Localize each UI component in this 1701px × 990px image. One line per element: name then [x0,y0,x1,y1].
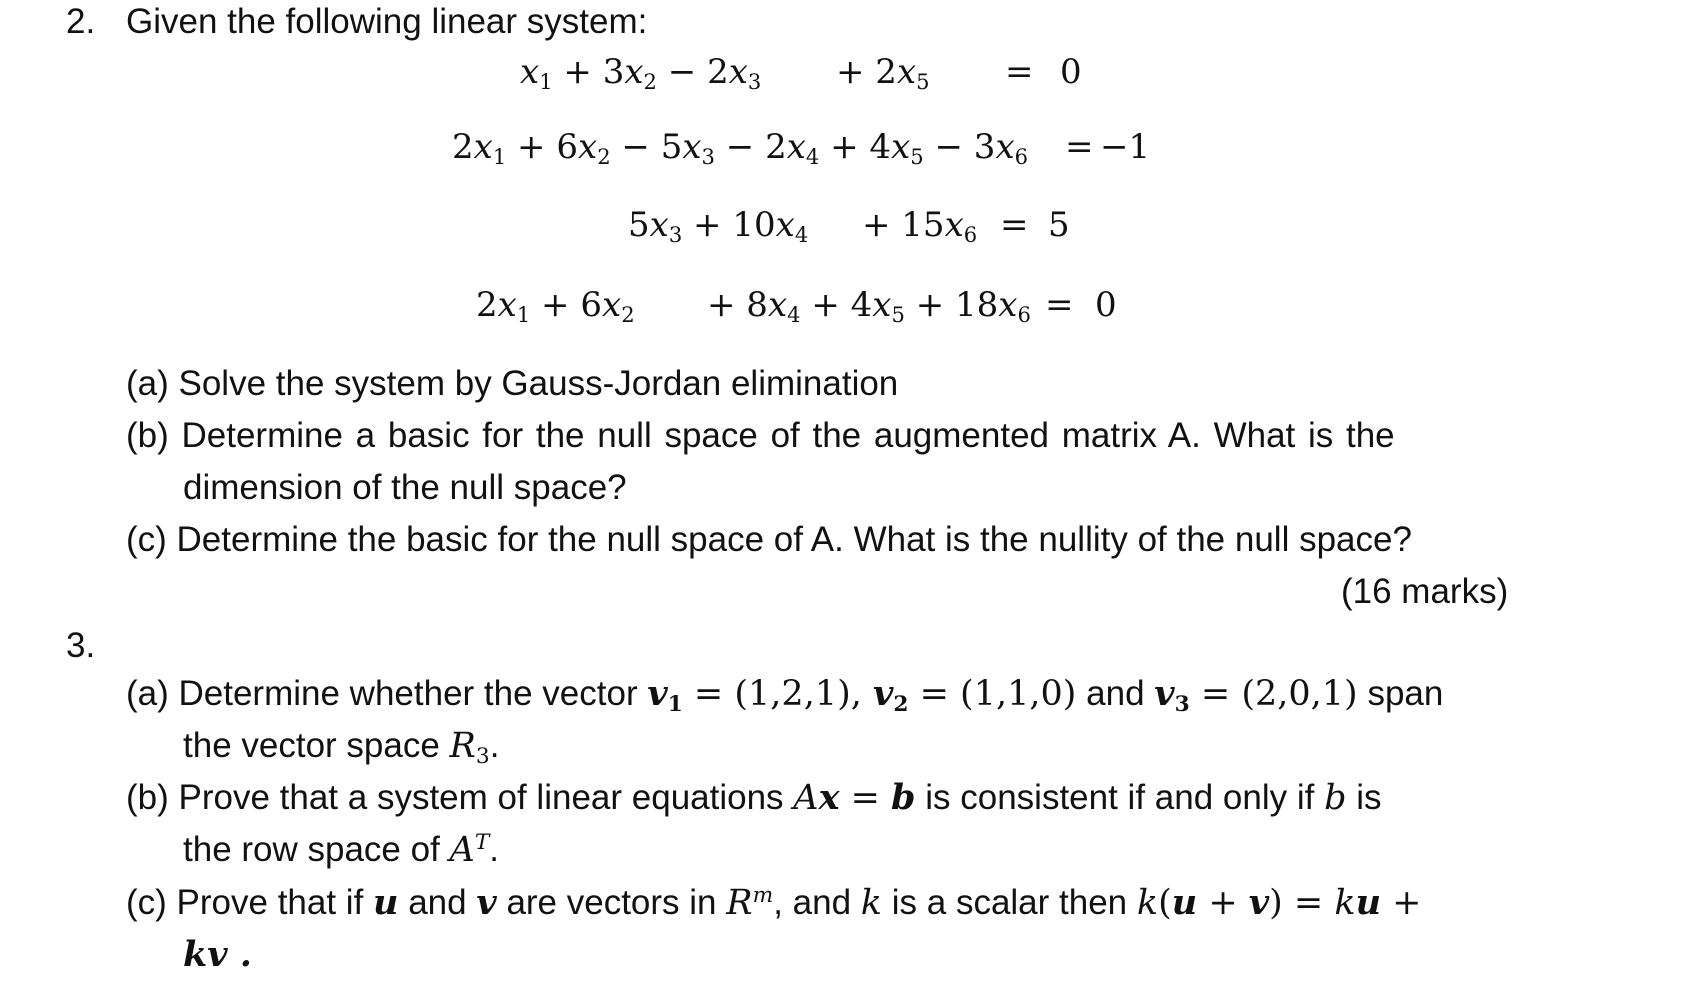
q3-part-a-line1: (a) Determine whether the vector $v_1 = (1,2,1)$, $v_2 = (1,1,0)$ and $v_3 = (2,0,1)$ span [126,673,1444,718]
q2-part-b-line2: dimension of the null space? [183,468,627,507]
q3-part-b-line1: (b) Prove that a system of linear equations Ax = b is consistent if and only if b is [126,777,1382,818]
q3-part-c-line1: (c) Prove that if u and v are vectors in $R^m$, and k is a scalar then k(u + v) = ku + [126,882,1422,923]
q2-part-c: (c) Determine the basic for the null space of A. What is the nullity of the null space? [126,520,1412,559]
q2-part-a: (a) Solve the system by Gauss-Jordan elimination [126,364,899,403]
question-2-intro: Given the following linear system: [126,2,648,41]
question-2-number: 2. [66,2,96,41]
equation-1-rhs: 0 [1060,52,1082,92]
equation-3-rhs: 5 [1048,205,1070,245]
equation-2-rhs: −1 [1100,127,1151,167]
q3-part-c-line2: kv . [183,934,252,975]
equation-4-rhs: 0 [1095,285,1117,325]
question-3-number: 3. [66,626,96,665]
q3-part-b-line2: the row space of $A^T$. [183,830,500,870]
q3-part-a-line2: the vector space $R_3$. [183,726,500,770]
q2-marks: (16 marks) [1341,572,1509,611]
q2-part-b-line1: (b) Determine a basic for the null space of the augmented matrix A. What is the [126,416,1395,455]
